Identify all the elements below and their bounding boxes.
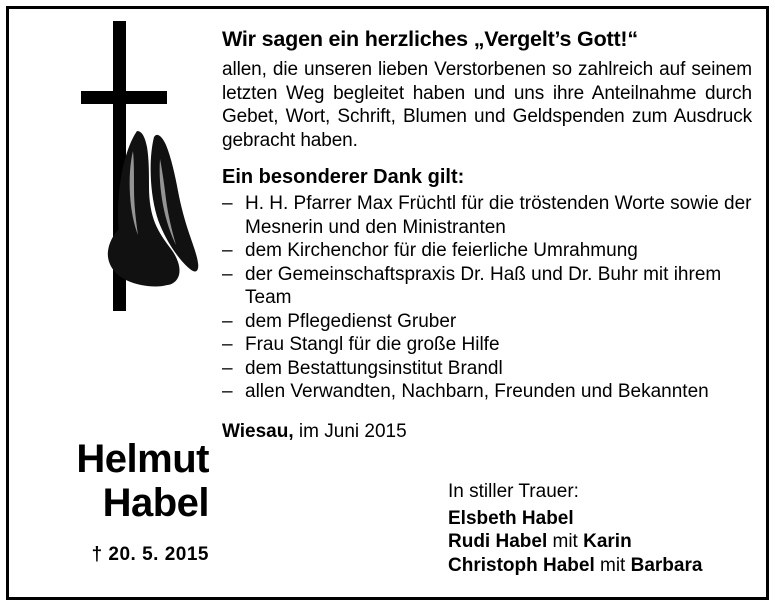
list-item: [222, 380, 752, 404]
deceased-name: [9, 437, 209, 525]
list-item-text: dem Pflegedienst Gruber: [245, 310, 457, 332]
thanks-headline: Wir sagen ein herzliches „Vergelt’s Gott!“: [222, 27, 638, 51]
place-and-date: [222, 420, 752, 443]
mourner-name: Elsbeth Habel: [448, 507, 574, 529]
list-item: [222, 357, 752, 381]
list-item-text: H. H. Pfarrer Max Früchtl für die tröstenden Worte sowie der Mesnerin und den Ministranten: [245, 193, 752, 238]
mourner-partner: Barbara: [630, 554, 703, 576]
list-dash: –: [222, 381, 233, 402]
list-item: [222, 192, 752, 239]
death-date: † 20. 5. 2015: [91, 544, 209, 565]
list-dash: –: [222, 334, 233, 355]
list-item: [222, 263, 752, 310]
list-item-text: allen Verwandten, Nachbarn, Freunden und Bekannten: [245, 381, 709, 402]
mourner-conjunction: mit: [547, 531, 584, 552]
list-dash: –: [222, 240, 233, 261]
mourner-name: Christoph Habel: [448, 554, 595, 576]
praying-hands-icon: [97, 129, 201, 294]
mourner-entry: [448, 530, 758, 554]
list-dash: –: [222, 357, 233, 379]
right-column: [222, 26, 752, 443]
list-item: [222, 239, 752, 263]
mourner-entry: [448, 507, 758, 531]
thanks-intro-text: allen, die unseren lieben Verstorbenen so zahlreich auf seinem letzten Weg begleitet haben und uns ihre Anteilnahme durch Gebet, Wort, Schrift, Blumen und Geldspenden zum Ausdruck gebracht haben.: [222, 59, 752, 151]
thanks-list: [222, 192, 752, 404]
list-item: [222, 333, 752, 357]
list-dash: –: [222, 310, 233, 332]
date-text: im Juni 2015: [293, 420, 407, 442]
list-item-text: dem Bestattungsinstitut Brandl: [245, 357, 503, 379]
mourners-block: [448, 480, 758, 577]
mourners-intro: In stiller Trauer:: [448, 481, 579, 502]
place-name: Wiesau,: [222, 420, 294, 442]
mourner-partner: Karin: [583, 531, 632, 552]
list-dash: –: [222, 263, 233, 285]
mourner-name: Rudi Habel: [448, 531, 548, 552]
list-dash: –: [222, 193, 233, 214]
list-item: [222, 310, 752, 334]
deceased-last-name: Habel: [102, 481, 209, 525]
special-thanks-subhead: Ein besonderer Dank gilt:: [222, 166, 465, 188]
list-item-text: der Gemeinschaftspraxis Dr. Haß und Dr. Buhr mit ihrem Team: [245, 263, 722, 308]
left-column: [9, 9, 214, 597]
mourner-entry: [448, 554, 758, 578]
list-item-text: dem Kirchenchor für die feierliche Umrahmung: [245, 240, 638, 261]
mourner-conjunction: mit: [594, 554, 631, 576]
list-item-text: Frau Stangl für die große Hilfe: [245, 334, 500, 355]
deceased-first-name: Helmut: [76, 437, 209, 481]
